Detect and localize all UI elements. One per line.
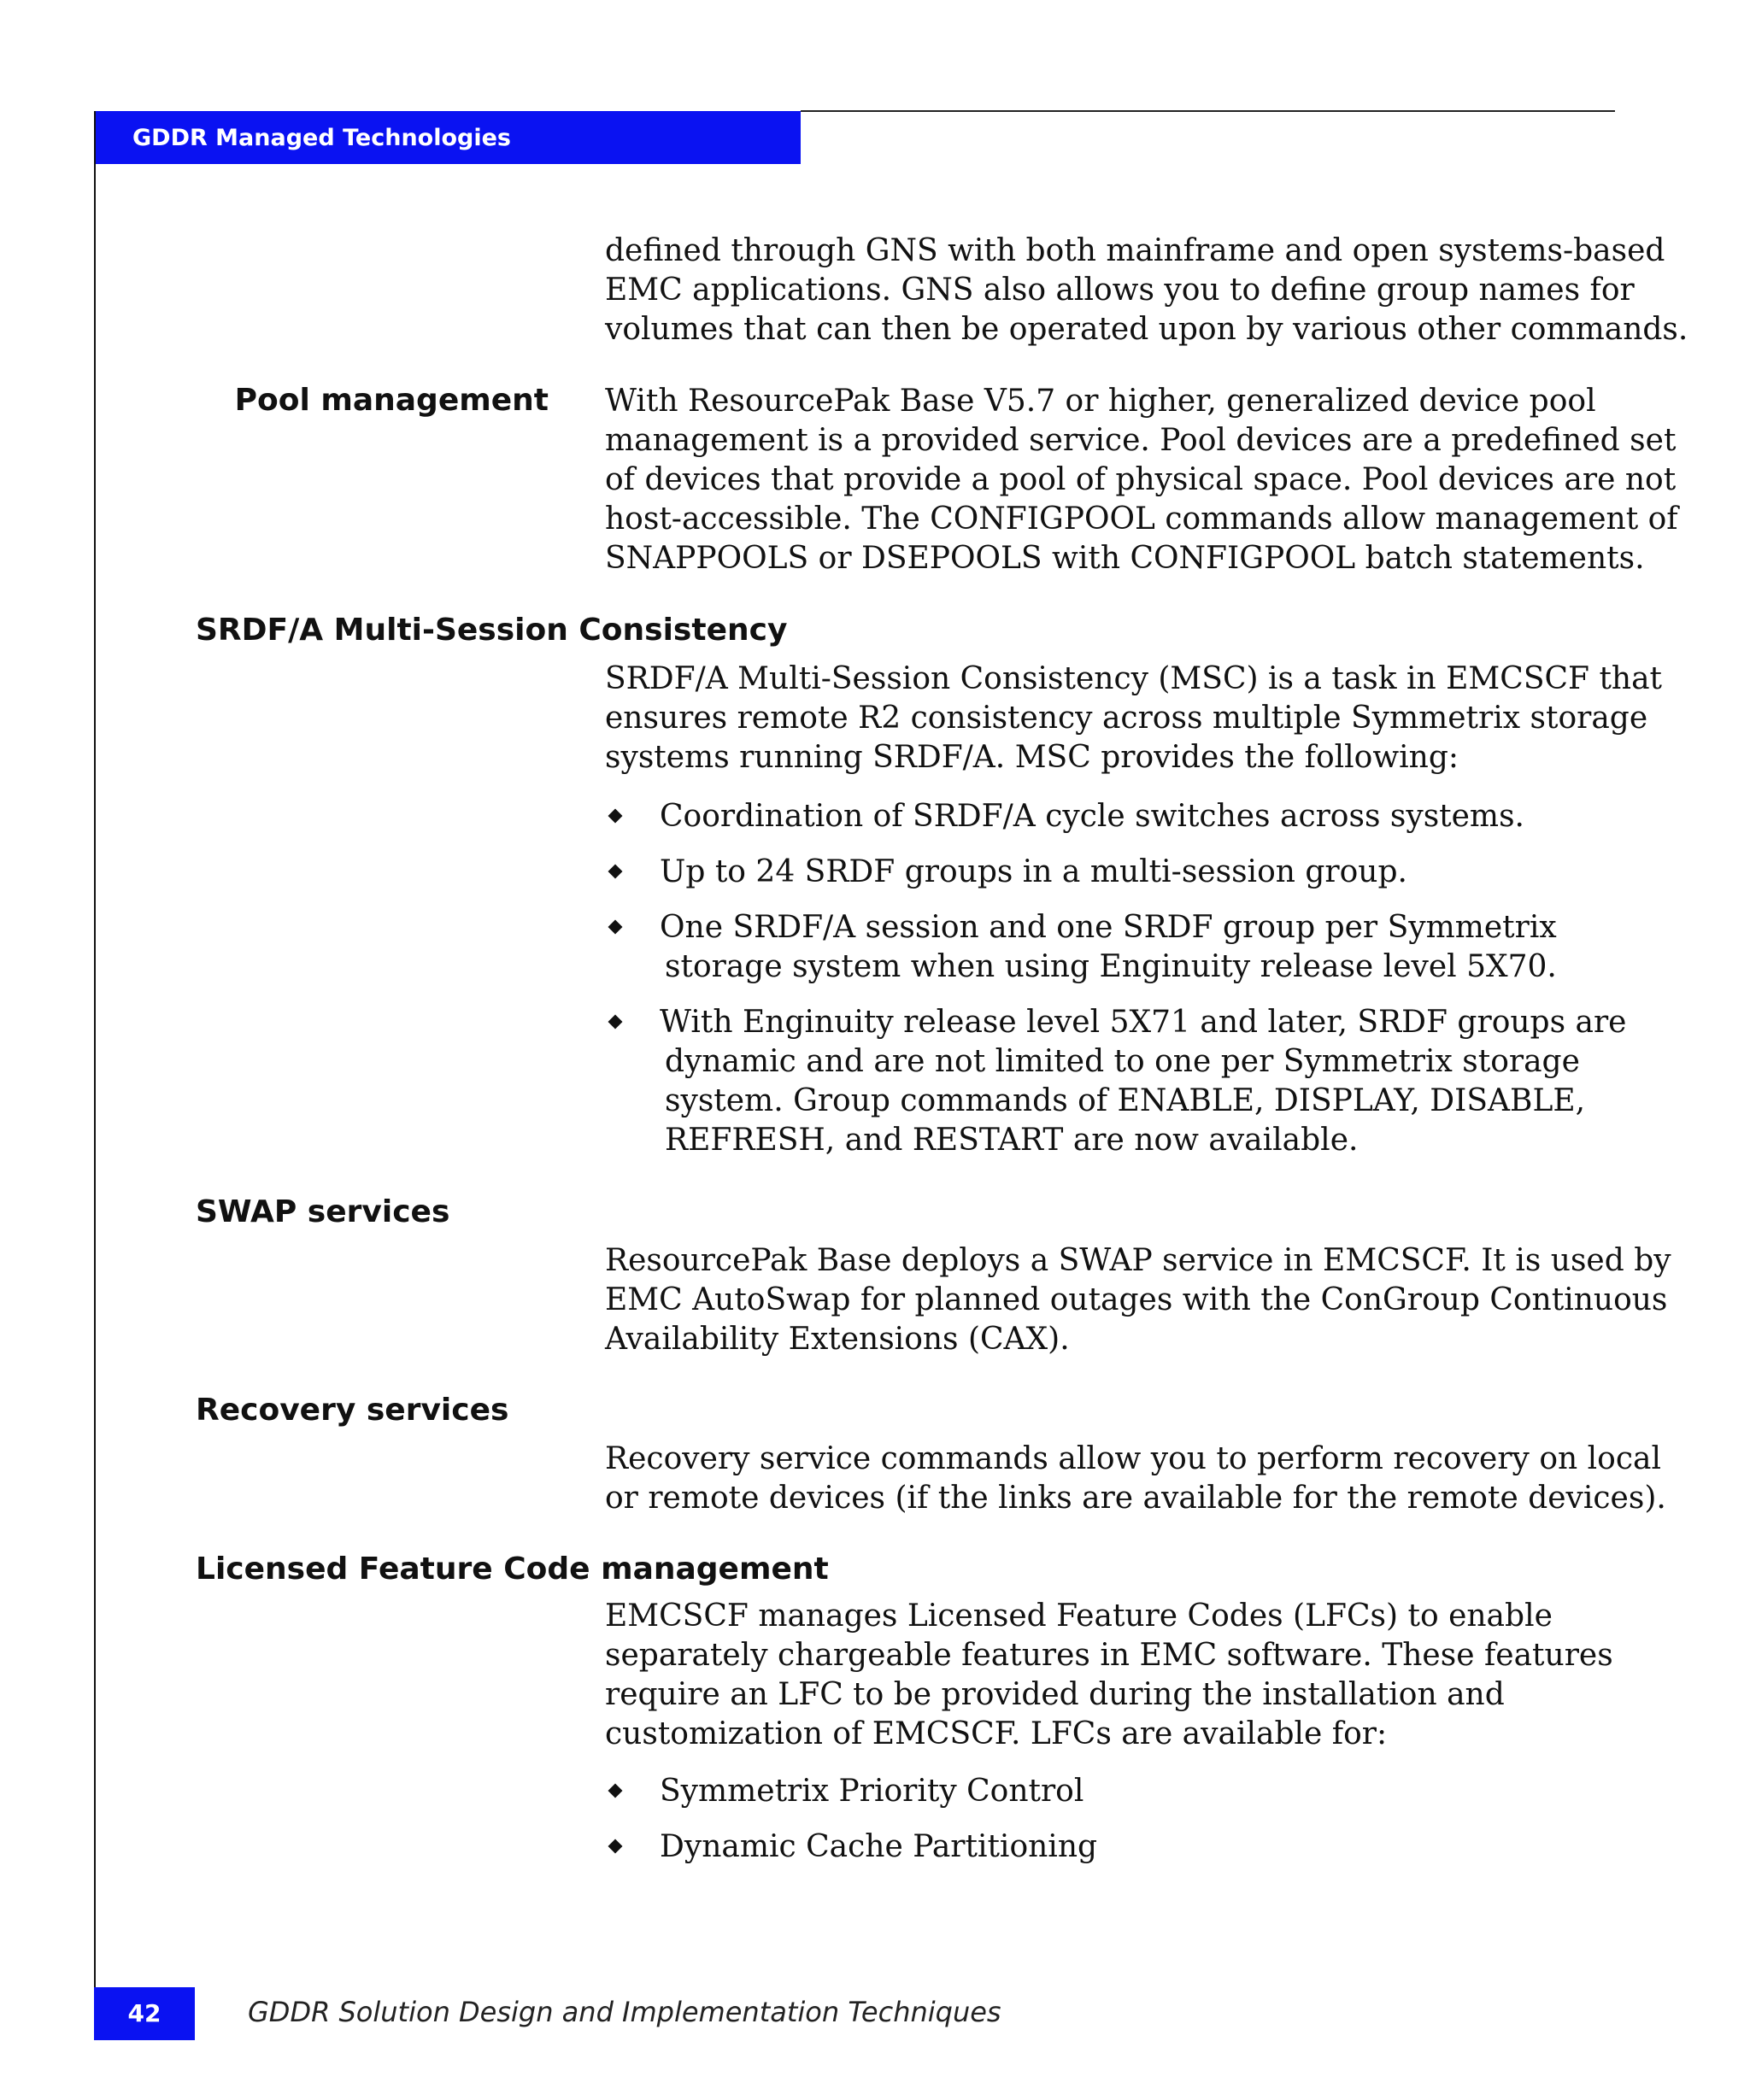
text-line: ensures remote R2 consistency across multiple Symmetrix storage: [605, 701, 1648, 736]
recovery-services-paragraph: [605, 1440, 1666, 1518]
msc-heading: SRDF/A Multi-Session Consistency: [196, 613, 788, 648]
text-line: dynamic and are not limited to one per Symmetrix storage: [665, 1044, 1580, 1079]
text-line: systems running SRDF/A. MSC provides the following:: [605, 740, 1459, 775]
running-header-title: GDDR Managed Technologies: [132, 125, 511, 151]
text-line: Up to 24 SRDF groups in a multi-session group.: [660, 854, 1407, 889]
swap-services-heading: SWAP services: [196, 1194, 450, 1229]
list-item: [605, 1772, 1630, 1811]
diamond-bullet-icon: [608, 865, 623, 879]
text-line: EMC AutoSwap for planned outages with the ConGroup Continuous: [605, 1282, 1668, 1317]
text-line: require an LFC to be provided during the installation and: [605, 1677, 1505, 1712]
diamond-bullet-icon: [608, 1784, 623, 1798]
footer-book-title: GDDR Solution Design and Implementation Techniques: [248, 1996, 1001, 2028]
text-line: defined through GNS with both mainframe and open systems-based: [605, 233, 1665, 268]
lfc-heading: Licensed Feature Code management: [196, 1552, 829, 1587]
list-item: [605, 1827, 1630, 1867]
text-line: system. Group commands of ENABLE, DISPLAY, DISABLE,: [665, 1083, 1586, 1118]
text-line: host-accessible. The CONFIGPOOL commands allow management of: [605, 502, 1678, 537]
text-line: volumes that can then be operated upon by various other commands.: [605, 312, 1688, 347]
text-line: management is a provided service. Pool devices are a predefined set: [605, 423, 1677, 458]
msc-paragraph: [605, 660, 1663, 777]
list-item: [605, 797, 1630, 836]
text-line: separately chargeable features in EMC software. These features: [605, 1638, 1613, 1673]
text-line: EMCSCF manages Licensed Feature Codes (LFCs) to enable: [605, 1598, 1553, 1634]
diamond-bullet-icon: [608, 1015, 623, 1029]
pool-management-paragraph: [605, 382, 1678, 578]
text-line: or remote devices (if the links are available for the remote devices).: [605, 1481, 1666, 1516]
text-line: Coordination of SRDF/A cycle switches across systems.: [660, 799, 1524, 834]
list-item: [605, 1003, 1630, 1160]
page-number: 42: [127, 1999, 161, 2027]
text-line: With Enginuity release level 5X71 and later, SRDF groups are: [660, 1005, 1627, 1040]
text-line: Dynamic Cache Partitioning: [660, 1829, 1098, 1864]
text-line: Availability Extensions (CAX).: [605, 1322, 1070, 1357]
text-line: of devices that provide a pool of physical space. Pool devices are not: [605, 462, 1677, 497]
diamond-bullet-icon: [608, 1839, 623, 1854]
text-line: Recovery service commands allow you to perform recovery on local: [605, 1441, 1661, 1476]
text-line: One SRDF/A session and one SRDF group per Symmetrix: [660, 910, 1557, 945]
lfc-paragraph: [605, 1597, 1630, 1754]
intro-paragraph: [605, 232, 1688, 349]
text-line: Symmetrix Priority Control: [660, 1774, 1084, 1809]
text-line: SRDF/A Multi-Session Consistency (MSC) is a task in EMCSCF that: [605, 661, 1663, 696]
lfc-bullet-list: [605, 1772, 1630, 1867]
text-line: REFRESH, and RESTART are now available.: [665, 1123, 1359, 1158]
text-line: EMC applications. GNS also allows you to define group names for: [605, 273, 1635, 308]
left-margin-rule: [94, 111, 96, 2040]
text-line: customization of EMCSCF. LFCs are available for:: [605, 1716, 1388, 1751]
recovery-services-heading: Recovery services: [196, 1393, 509, 1428]
text-line: SNAPPOOLS or DSEPOOLS with CONFIGPOOL batch statements.: [605, 541, 1645, 576]
diamond-bullet-icon: [608, 809, 623, 824]
pool-management-heading: Pool management: [234, 383, 549, 418]
header-rule: [801, 110, 1615, 112]
list-item: [605, 908, 1630, 987]
swap-services-paragraph: [605, 1241, 1671, 1359]
text-line: storage system when using Enginuity release level 5X70.: [665, 949, 1557, 984]
diamond-bullet-icon: [608, 920, 623, 935]
text-line: With ResourcePak Base V5.7 or higher, generalized device pool: [605, 384, 1596, 419]
text-line: ResourcePak Base deploys a SWAP service in EMCSCF. It is used by: [605, 1243, 1671, 1278]
list-item: [605, 853, 1630, 892]
msc-bullet-list: [605, 797, 1630, 1160]
